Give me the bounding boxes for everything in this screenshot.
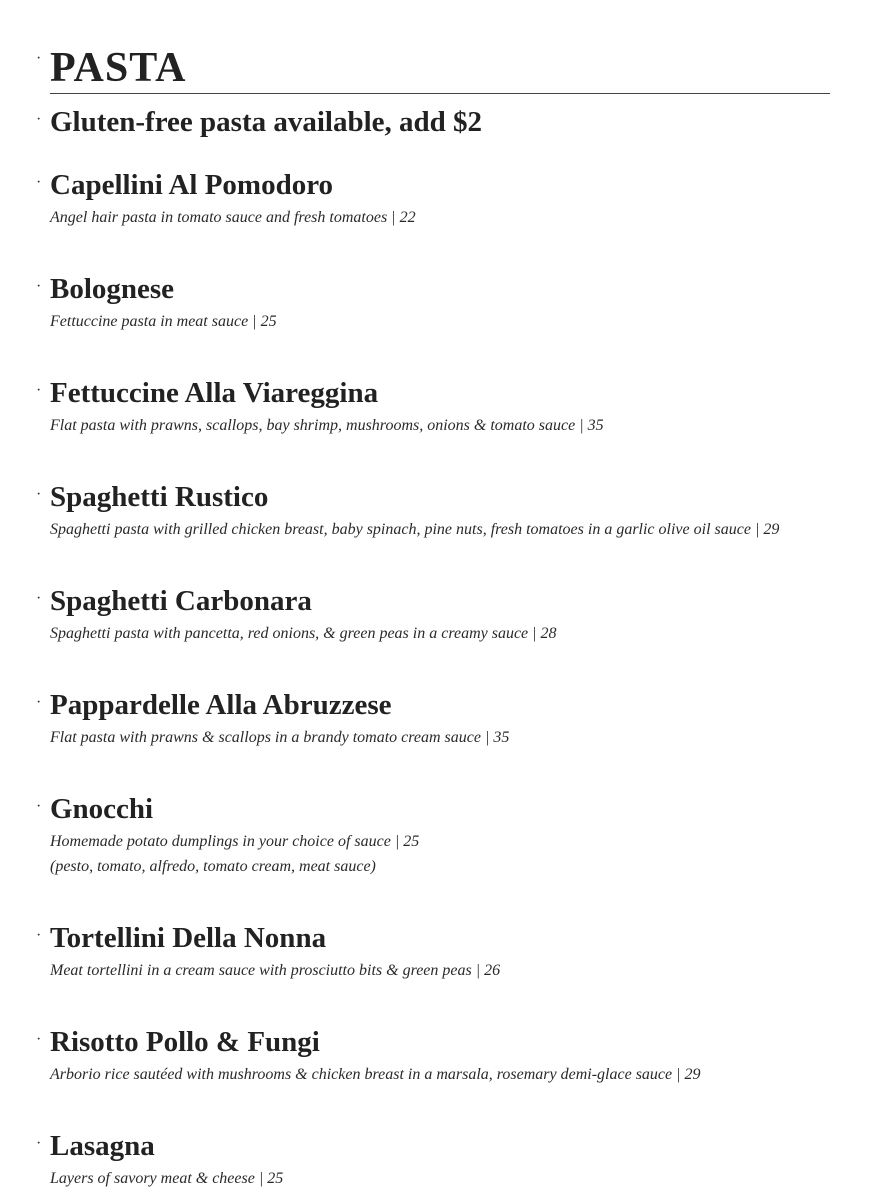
menu-item [36,689,830,750]
bullet-icon: · [36,486,42,503]
bullet-icon: · [36,50,42,67]
menu-item-name: Risotto Pollo & Fungi [50,1026,320,1058]
bullet-icon: · [36,1031,42,1048]
menu-item-name: Capellini Al Pomodoro [50,169,334,201]
menu-item [36,1130,830,1191]
gluten-free-note: Gluten-free pasta available, add $2 [50,106,483,138]
menu-item [36,377,830,438]
section-header [36,45,830,91]
bullet-icon: · [36,798,42,815]
menu-item-name: Gnocchi [50,793,154,825]
bullet-icon: · [36,1135,42,1152]
bullet-icon: · [36,278,42,295]
menu-item-description: Flat pasta with prawns & scallops in a brandy tomato cream sauce | 35 [50,729,510,746]
gluten-free-note-row [36,106,830,138]
bullet-icon: · [36,382,42,399]
menu-item-description: Arborio rice sautéed with mushrooms & chicken breast in a marsala, rosemary demi-glace sauce | 29 [50,1066,701,1083]
section-title: PASTA [50,45,187,91]
menu-item-name: Lasagna [50,1130,155,1162]
menu-item-description: Angel hair pasta in tomato sauce and fresh tomatoes | 22 [50,209,416,226]
menu-item-description: Homemade potato dumplings in your choice of sauce | 25 [50,833,420,850]
section-divider [50,93,830,94]
bullet-icon: · [36,174,42,191]
menu-item [36,922,830,983]
menu-item [36,169,830,230]
menu-item [36,1026,830,1087]
menu-item-description: Fettuccine pasta in meat sauce | 25 [50,313,277,330]
menu-item [36,273,830,334]
menu-item-description: Meat tortellini in a cream sauce with prosciutto bits & green peas | 26 [50,962,501,979]
menu-item-description: Layers of savory meat & cheese | 25 [50,1170,284,1187]
menu-item-name: Fettuccine Alla Viareggina [50,377,379,409]
menu-item-name: Tortellini Della Nonna [50,922,327,954]
menu-item-name: Spaghetti Rustico [50,481,269,513]
menu-item-description: Spaghetti pasta with grilled chicken breast, baby spinach, pine nuts, fresh tomatoes in a garlic olive oil sauce | 29 [50,521,780,538]
menu-item-name: Spaghetti Carbonara [50,585,312,617]
menu-item [36,481,830,542]
menu-item-name: Pappardelle Alla Abruzzese [50,689,392,721]
bullet-icon: · [36,590,42,607]
bullet-icon: · [36,694,42,711]
bullet-icon: · [36,927,42,944]
menu-item-sauce-options: (pesto, tomato, alfredo, tomato cream, meat sauce) [50,858,376,875]
menu-item-description: Spaghetti pasta with pancetta, red onions, & green peas in a creamy sauce | 28 [50,625,557,642]
menu-item-description: Flat pasta with prawns, scallops, bay shrimp, mushrooms, onions & tomato sauce | 35 [50,417,604,434]
menu-item [36,585,830,646]
bullet-icon: · [36,111,42,128]
menu-item-name: Bolognese [50,273,175,305]
menu-item [36,793,830,879]
